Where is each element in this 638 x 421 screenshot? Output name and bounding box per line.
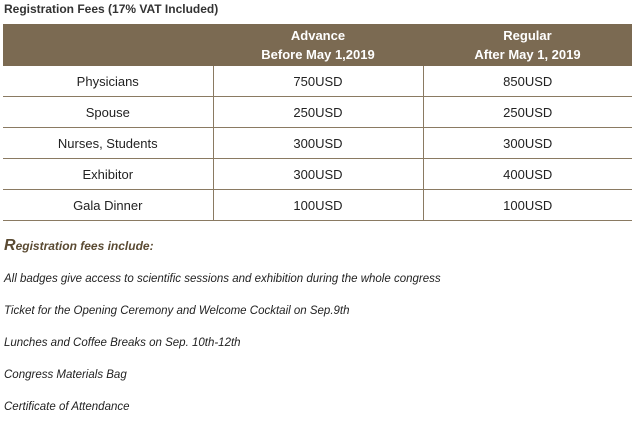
row-category: Gala Dinner (3, 190, 213, 221)
row-regular-fee: 400USD (423, 159, 632, 190)
header-row (3, 24, 632, 66)
table-row (3, 97, 632, 128)
row-regular-fee: 250USD (423, 97, 632, 128)
includes-heading (4, 237, 154, 255)
row-advance-fee: 250USD (213, 97, 423, 128)
row-category: Spouse (3, 97, 213, 128)
page-title: Registration Fees (17% VAT Included) (4, 2, 219, 16)
header-advance-line2: Before May 1,2019 (261, 47, 375, 62)
includes-item: Certificate of Attendance (4, 401, 130, 413)
row-category: Nurses, Students (3, 128, 213, 159)
row-advance-fee: 300USD (213, 159, 423, 190)
fees-table (3, 24, 632, 221)
row-advance-fee: 100USD (213, 190, 423, 221)
table-row (3, 128, 632, 159)
row-advance-fee: 750USD (213, 66, 423, 97)
header-advance-line1: Advance (290, 28, 346, 43)
header-regular-line1: Regular (503, 28, 552, 43)
table-row (3, 159, 632, 190)
row-regular-fee: 100USD (423, 190, 632, 221)
includes-item: All badges give access to scientific sessions and exhibition during the whole congress (4, 273, 441, 285)
includes-item: Ticket for the Opening Ceremony and Welcome Cocktail on Sep.9th (4, 305, 350, 317)
includes-item: Lunches and Coffee Breaks on Sep. 10th-12th (4, 337, 241, 349)
header-regular (423, 24, 632, 66)
includes-item: Congress Materials Bag (4, 369, 127, 381)
header-advance (213, 24, 423, 66)
row-regular-fee: 300USD (423, 128, 632, 159)
row-advance-fee: 300USD (213, 128, 423, 159)
row-regular-fee: 850USD (423, 66, 632, 97)
table-row (3, 66, 632, 97)
table-row (3, 190, 632, 221)
includes-heading-text: egistration fees include: (15, 239, 154, 253)
header-category (3, 24, 213, 66)
includes-heading-initial: R (4, 237, 16, 254)
row-category: Physicians (3, 66, 213, 97)
header-regular-line2: After May 1, 2019 (474, 47, 581, 62)
row-category: Exhibitor (3, 159, 213, 190)
